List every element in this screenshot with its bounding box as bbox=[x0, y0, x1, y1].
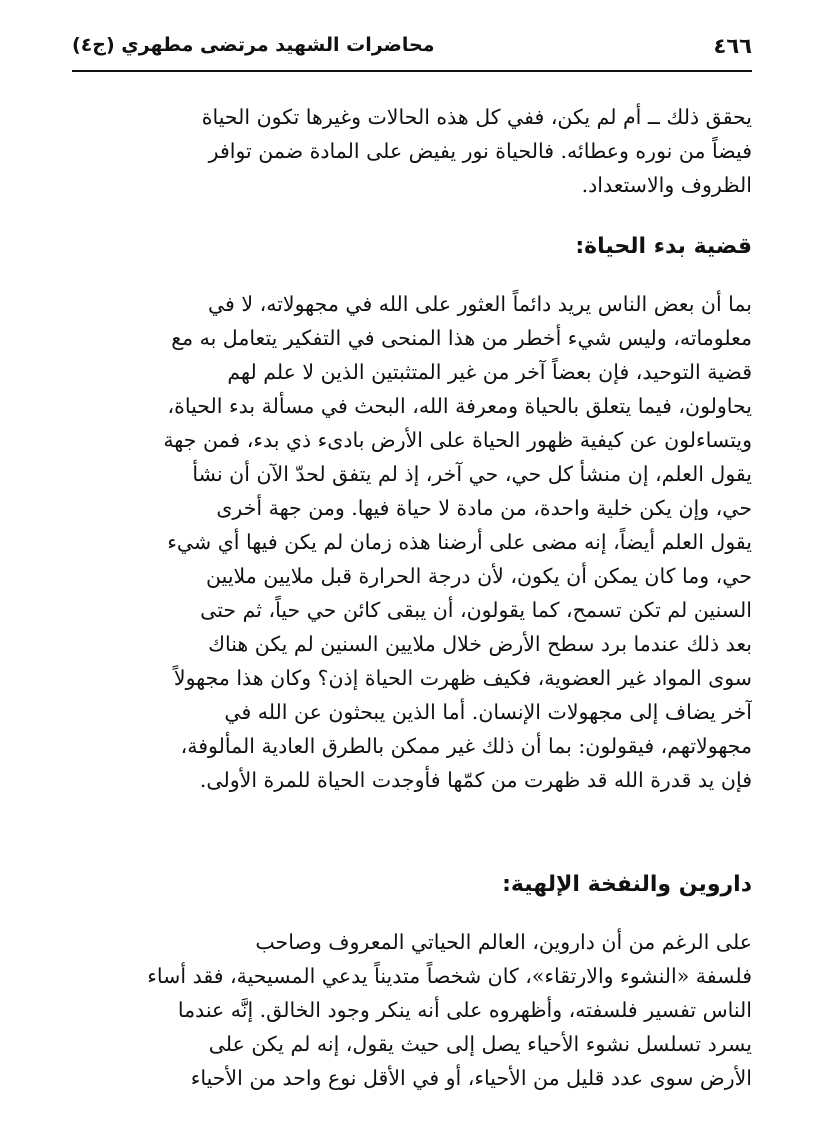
text-line: ويتساءلون عن كيفية ظهور الحياة على الأرض بادىء ذي بدء، فمن جهة bbox=[163, 428, 752, 452]
text-line: الناس تفسير فلسفته، وأظهروه على أنه ينكر وجود الخالق. إنَّه عندما bbox=[177, 998, 752, 1022]
text-line: الأرض سوى عدد قليل من الأحياء، أو في الأقل نوع واحد من الأحياء bbox=[190, 1066, 752, 1090]
running-title: محاضرات الشهيد مرتضى مطهري (ج٤) bbox=[72, 34, 435, 56]
text-line: قضية التوحيد، فإن بعضاً آخر من غير المتثبتين الذين لا علم لهم bbox=[227, 360, 752, 384]
text-line: حي، وإن يكن خلية واحدة، من مادة لا حياة فيها. ومن جهة أخرى bbox=[216, 496, 752, 520]
section-heading-darwin: داروين والنفخة الإلهية: bbox=[502, 872, 752, 897]
page-number: ٤٦٦ bbox=[713, 34, 752, 58]
text-line: سوى المواد غير العضوية، فكيف ظهرت الحياة إذن؟ وكان هذا مجهولاً bbox=[173, 666, 752, 690]
text-line: يقول العلم أيضاً، إنه مضى على أرضنا هذه زمان لم يكن فيها أي شيء bbox=[167, 530, 752, 554]
text-line: مجهولاتهم، فيقولون: بما أن ذلك غير ممكن بالطرق العادية المألوفة، bbox=[180, 734, 752, 758]
text-line: معلوماته، وليس شيء أخطر من هذا المنحى في التفكير يتعامل به مع bbox=[171, 326, 752, 350]
text-line: بما أن بعض الناس يريد دائماً العثور على الله في مجهولاته، لا في bbox=[207, 292, 752, 316]
text-line: آخر يضاف إلى مجهولات الإنسان. أما الذين يبحثون عن الله في bbox=[224, 700, 752, 724]
text-line: يقول العلم، إن منشأ كل حي، حي آخر، إذ لم يتفق لحدّ الآن أن نشأ bbox=[192, 462, 752, 486]
text-line: فلسفة «النشوء والارتقاء»، كان شخصاً متديناً يدعي المسيحية، فقد أساء bbox=[147, 964, 752, 988]
text-line: على الرغم من أن داروين، العالم الحياتي المعروف وصاحب bbox=[255, 930, 752, 954]
section-heading-origin-of-life: قضية بدء الحياة: bbox=[575, 234, 752, 259]
text-line: يسرد تسلسل نشوء الأحياء يصل إلى حيث يقول، إنه لم يكن على bbox=[208, 1032, 752, 1056]
text-line: فيضاً من نوره وعطائه. فالحياة نور يفيض على المادة ضمن توافر bbox=[208, 139, 752, 163]
text-line: فإن يد قدرة الله قد ظهرت من كمّها فأوجدت الحياة للمرة الأولى. bbox=[199, 768, 752, 792]
text-line: يحقق ذلك ــ أم لم يكن، ففي كل هذه الحالات وغيرها تكون الحياة bbox=[201, 105, 752, 129]
text-line: الظروف والاستعداد. bbox=[581, 173, 752, 197]
paragraph-origin-of-life bbox=[72, 287, 752, 797]
text-line: يحاولون، فيما يتعلق بالحياة ومعرفة الله، البحث في مسألة بدء الحياة، bbox=[167, 394, 752, 418]
page-header bbox=[72, 24, 752, 72]
text-line: السنين لم تكن تسمح، كما يقولون، أن يبقى كائن حي حياً، ثم حتى bbox=[200, 598, 752, 622]
text-line: حي، وما كان يمكن أن يكون، لأن درجة الحرارة قبل ملايين ملايين bbox=[206, 564, 752, 588]
text-line: بعد ذلك عندما برد سطح الأرض خلال ملايين السنين لم يكن هناك bbox=[208, 632, 752, 656]
paragraph-intro bbox=[72, 100, 752, 202]
paragraph-darwin bbox=[72, 925, 752, 1095]
